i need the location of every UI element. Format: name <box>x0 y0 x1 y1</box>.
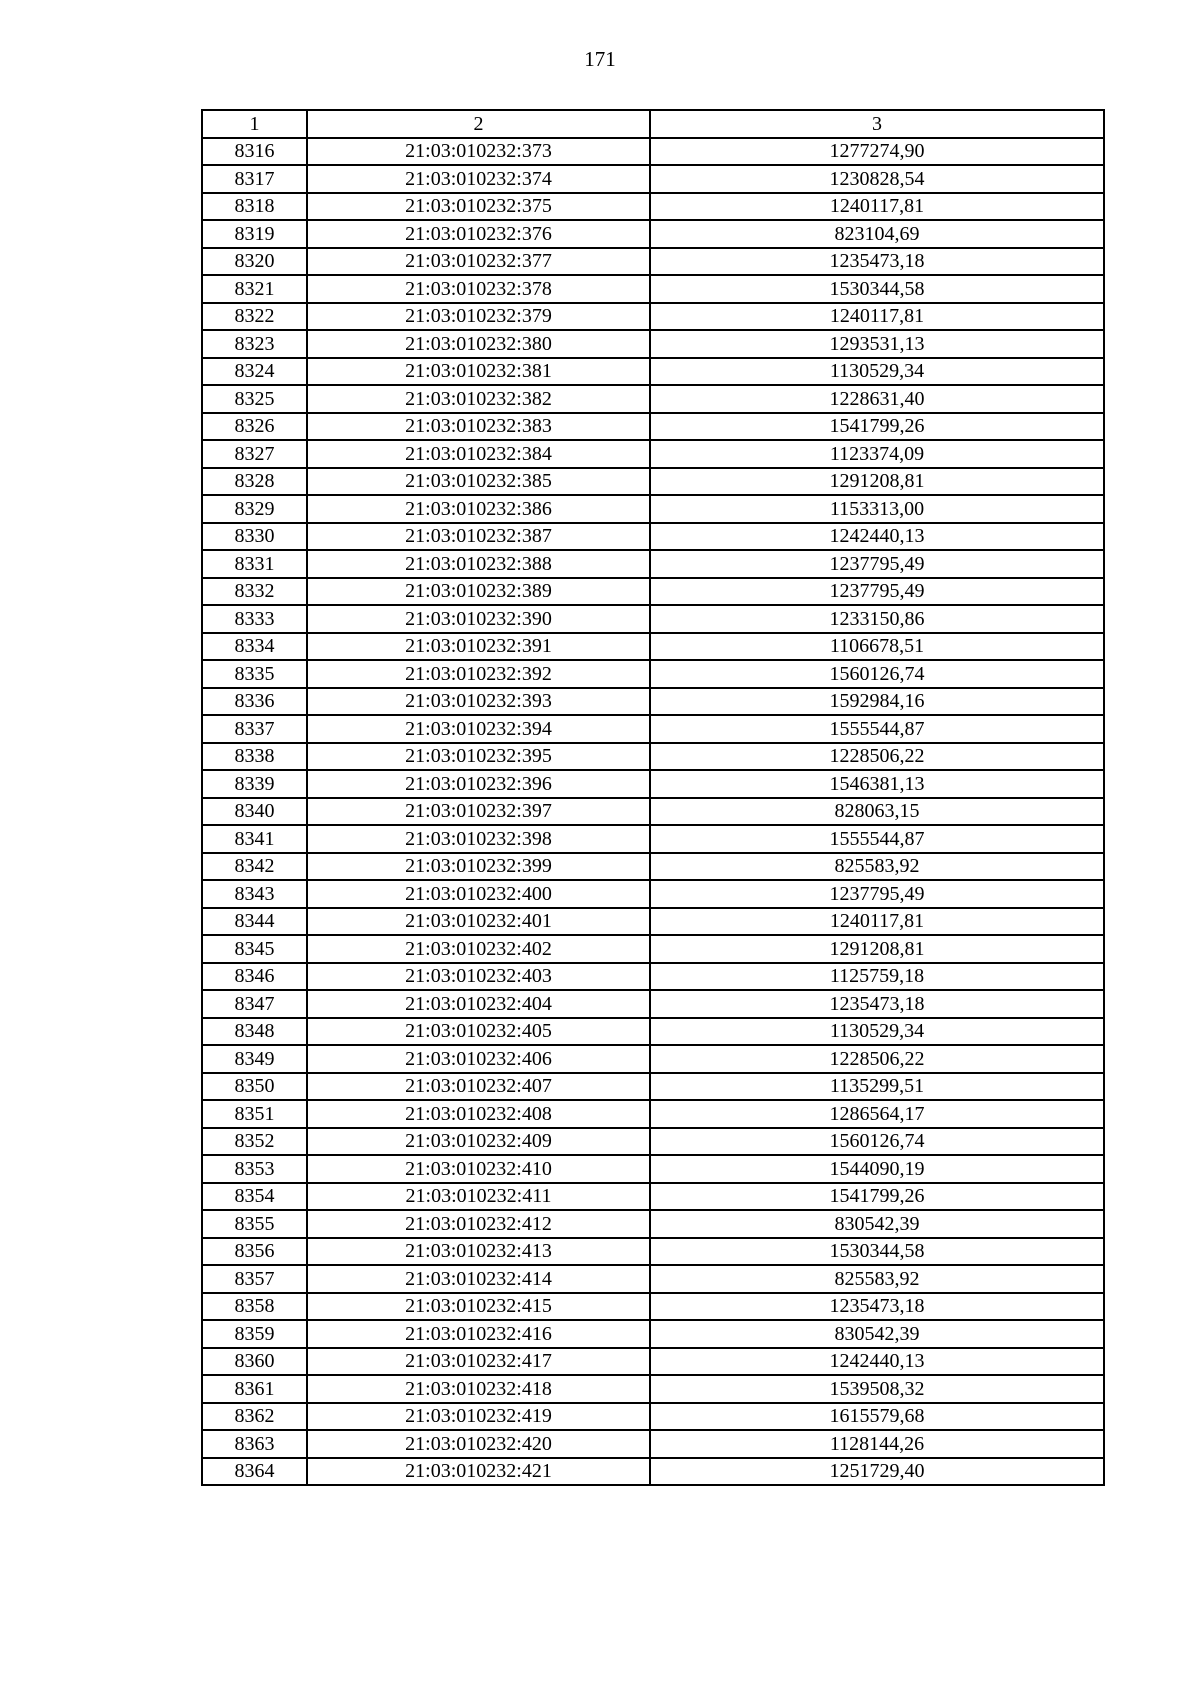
row-number-cell: 8331 <box>202 550 307 578</box>
table-row <box>202 1320 1104 1348</box>
value-cell: 1530344,58 <box>650 275 1104 303</box>
table-row <box>202 1348 1104 1376</box>
cadastral-number-cell: 21:03:010232:414 <box>307 1265 650 1293</box>
value-cell: 1237795,49 <box>650 880 1104 908</box>
value-cell: 1541799,26 <box>650 413 1104 441</box>
row-number-cell: 8362 <box>202 1403 307 1431</box>
cadastral-number-cell: 21:03:010232:406 <box>307 1045 650 1073</box>
value-cell: 1237795,49 <box>650 578 1104 606</box>
table-row <box>202 413 1104 441</box>
row-number-cell: 8335 <box>202 660 307 688</box>
value-cell: 825583,92 <box>650 853 1104 881</box>
cadastral-number-cell: 21:03:010232:407 <box>307 1073 650 1101</box>
table-row <box>202 138 1104 166</box>
cadastral-number-cell: 21:03:010232:415 <box>307 1293 650 1321</box>
cadastral-number-cell: 21:03:010232:405 <box>307 1018 650 1046</box>
row-number-cell: 8319 <box>202 220 307 248</box>
table-row <box>202 468 1104 496</box>
table-row <box>202 1238 1104 1266</box>
table-row <box>202 880 1104 908</box>
row-number-cell: 8363 <box>202 1430 307 1458</box>
cadastral-number-cell: 21:03:010232:416 <box>307 1320 650 1348</box>
row-number-cell: 8336 <box>202 688 307 716</box>
row-number-cell: 8352 <box>202 1128 307 1156</box>
cadastral-number-cell: 21:03:010232:418 <box>307 1375 650 1403</box>
cadastral-number-cell: 21:03:010232:381 <box>307 358 650 386</box>
column-header-2: 2 <box>307 110 650 138</box>
value-cell: 1291208,81 <box>650 468 1104 496</box>
cadastral-number-cell: 21:03:010232:379 <box>307 303 650 331</box>
cadastral-number-cell: 21:03:010232:394 <box>307 715 650 743</box>
value-cell: 1233150,86 <box>650 605 1104 633</box>
value-cell: 1541799,26 <box>650 1183 1104 1211</box>
table-row <box>202 1210 1104 1238</box>
value-cell: 1135299,51 <box>650 1073 1104 1101</box>
value-cell: 830542,39 <box>650 1210 1104 1238</box>
cadastral-number-cell: 21:03:010232:391 <box>307 633 650 661</box>
row-number-cell: 8353 <box>202 1155 307 1183</box>
row-number-cell: 8347 <box>202 990 307 1018</box>
table-row <box>202 1100 1104 1128</box>
value-cell: 1544090,19 <box>650 1155 1104 1183</box>
table-row <box>202 1155 1104 1183</box>
table-row <box>202 660 1104 688</box>
value-cell: 1560126,74 <box>650 660 1104 688</box>
cadastral-number-cell: 21:03:010232:420 <box>307 1430 650 1458</box>
value-cell: 1240117,81 <box>650 193 1104 221</box>
row-number-cell: 8338 <box>202 743 307 771</box>
cadastral-number-cell: 21:03:010232:387 <box>307 523 650 551</box>
cadastral-number-cell: 21:03:010232:402 <box>307 935 650 963</box>
row-number-cell: 8355 <box>202 1210 307 1238</box>
row-number-cell: 8337 <box>202 715 307 743</box>
row-number-cell: 8323 <box>202 330 307 358</box>
row-number-cell: 8348 <box>202 1018 307 1046</box>
cadastral-number-cell: 21:03:010232:408 <box>307 1100 650 1128</box>
cadastral-number-cell: 21:03:010232:389 <box>307 578 650 606</box>
row-number-cell: 8327 <box>202 440 307 468</box>
data-table <box>201 109 1105 1486</box>
row-number-cell: 8321 <box>202 275 307 303</box>
table-row <box>202 1458 1104 1486</box>
row-number-cell: 8364 <box>202 1458 307 1486</box>
row-number-cell: 8354 <box>202 1183 307 1211</box>
cadastral-number-cell: 21:03:010232:397 <box>307 798 650 826</box>
row-number-cell: 8358 <box>202 1293 307 1321</box>
row-number-cell: 8344 <box>202 908 307 936</box>
table-header-row <box>202 110 1104 138</box>
row-number-cell: 8361 <box>202 1375 307 1403</box>
page-number: 171 <box>584 47 616 71</box>
cadastral-number-cell: 21:03:010232:373 <box>307 138 650 166</box>
table-row <box>202 165 1104 193</box>
column-header-1: 1 <box>202 110 307 138</box>
table-body <box>202 138 1104 1486</box>
row-number-cell: 8329 <box>202 495 307 523</box>
table-row <box>202 358 1104 386</box>
row-number-cell: 8339 <box>202 770 307 798</box>
cadastral-number-cell: 21:03:010232:388 <box>307 550 650 578</box>
cadastral-number-cell: 21:03:010232:399 <box>307 853 650 881</box>
cadastral-number-cell: 21:03:010232:384 <box>307 440 650 468</box>
table-row <box>202 1375 1104 1403</box>
cadastral-number-cell: 21:03:010232:375 <box>307 193 650 221</box>
cadastral-number-cell: 21:03:010232:421 <box>307 1458 650 1486</box>
cadastral-number-cell: 21:03:010232:419 <box>307 1403 650 1431</box>
cadastral-number-cell: 21:03:010232:409 <box>307 1128 650 1156</box>
value-cell: 1128144,26 <box>650 1430 1104 1458</box>
table-row <box>202 220 1104 248</box>
value-cell: 1615579,68 <box>650 1403 1104 1431</box>
value-cell: 1242440,13 <box>650 523 1104 551</box>
cadastral-number-cell: 21:03:010232:404 <box>307 990 650 1018</box>
cadastral-number-cell: 21:03:010232:393 <box>307 688 650 716</box>
value-cell: 828063,15 <box>650 798 1104 826</box>
row-number-cell: 8360 <box>202 1348 307 1376</box>
value-cell: 1240117,81 <box>650 908 1104 936</box>
table-row <box>202 1018 1104 1046</box>
value-cell: 1560126,74 <box>650 1128 1104 1156</box>
table-row <box>202 523 1104 551</box>
value-cell: 1130529,34 <box>650 1018 1104 1046</box>
table-row <box>202 440 1104 468</box>
table-row <box>202 495 1104 523</box>
value-cell: 1546381,13 <box>650 770 1104 798</box>
table-row <box>202 578 1104 606</box>
row-number-cell: 8342 <box>202 853 307 881</box>
table-row <box>202 248 1104 276</box>
row-number-cell: 8356 <box>202 1238 307 1266</box>
cadastral-number-cell: 21:03:010232:412 <box>307 1210 650 1238</box>
table-row <box>202 605 1104 633</box>
value-cell: 1291208,81 <box>650 935 1104 963</box>
row-number-cell: 8341 <box>202 825 307 853</box>
table-row <box>202 385 1104 413</box>
row-number-cell: 8351 <box>202 1100 307 1128</box>
table-row <box>202 853 1104 881</box>
cadastral-number-cell: 21:03:010232:410 <box>307 1155 650 1183</box>
value-cell: 1555544,87 <box>650 825 1104 853</box>
table-row <box>202 770 1104 798</box>
value-cell: 1130529,34 <box>650 358 1104 386</box>
table-row <box>202 798 1104 826</box>
table-row <box>202 303 1104 331</box>
row-number-cell: 8349 <box>202 1045 307 1073</box>
row-number-cell: 8343 <box>202 880 307 908</box>
cadastral-number-cell: 21:03:010232:398 <box>307 825 650 853</box>
cadastral-number-cell: 21:03:010232:395 <box>307 743 650 771</box>
row-number-cell: 8322 <box>202 303 307 331</box>
value-cell: 1539508,32 <box>650 1375 1104 1403</box>
table-row <box>202 935 1104 963</box>
row-number-cell: 8320 <box>202 248 307 276</box>
value-cell: 823104,69 <box>650 220 1104 248</box>
row-number-cell: 8357 <box>202 1265 307 1293</box>
row-number-cell: 8328 <box>202 468 307 496</box>
value-cell: 1286564,17 <box>650 1100 1104 1128</box>
cadastral-number-cell: 21:03:010232:385 <box>307 468 650 496</box>
value-cell: 1106678,51 <box>650 633 1104 661</box>
table-row <box>202 1183 1104 1211</box>
cadastral-number-cell: 21:03:010232:417 <box>307 1348 650 1376</box>
value-cell: 1228506,22 <box>650 1045 1104 1073</box>
value-cell: 1235473,18 <box>650 248 1104 276</box>
value-cell: 1237795,49 <box>650 550 1104 578</box>
table-row <box>202 1403 1104 1431</box>
row-number-cell: 8350 <box>202 1073 307 1101</box>
table-header <box>202 110 1104 138</box>
cadastral-number-cell: 21:03:010232:400 <box>307 880 650 908</box>
table-row <box>202 825 1104 853</box>
value-cell: 1277274,90 <box>650 138 1104 166</box>
value-cell: 1235473,18 <box>650 990 1104 1018</box>
cadastral-number-cell: 21:03:010232:380 <box>307 330 650 358</box>
table-row <box>202 633 1104 661</box>
table-row <box>202 743 1104 771</box>
table-row <box>202 550 1104 578</box>
cadastral-number-cell: 21:03:010232:411 <box>307 1183 650 1211</box>
row-number-cell: 8340 <box>202 798 307 826</box>
table-row <box>202 1045 1104 1073</box>
value-cell: 1123374,09 <box>650 440 1104 468</box>
cadastral-number-cell: 21:03:010232:378 <box>307 275 650 303</box>
table-row <box>202 1073 1104 1101</box>
row-number-cell: 8330 <box>202 523 307 551</box>
row-number-cell: 8332 <box>202 578 307 606</box>
table-row <box>202 193 1104 221</box>
table-row <box>202 1265 1104 1293</box>
table-row <box>202 715 1104 743</box>
value-cell: 1530344,58 <box>650 1238 1104 1266</box>
row-number-cell: 8345 <box>202 935 307 963</box>
table-row <box>202 1293 1104 1321</box>
value-cell: 830542,39 <box>650 1320 1104 1348</box>
row-number-cell: 8359 <box>202 1320 307 1348</box>
value-cell: 1228631,40 <box>650 385 1104 413</box>
value-cell: 1153313,00 <box>650 495 1104 523</box>
value-cell: 1125759,18 <box>650 963 1104 991</box>
cadastral-number-cell: 21:03:010232:382 <box>307 385 650 413</box>
cadastral-number-cell: 21:03:010232:401 <box>307 908 650 936</box>
cadastral-number-cell: 21:03:010232:383 <box>307 413 650 441</box>
cadastral-number-cell: 21:03:010232:413 <box>307 1238 650 1266</box>
cadastral-number-cell: 21:03:010232:374 <box>307 165 650 193</box>
value-cell: 1240117,81 <box>650 303 1104 331</box>
cadastral-number-cell: 21:03:010232:376 <box>307 220 650 248</box>
cadastral-number-cell: 21:03:010232:390 <box>307 605 650 633</box>
value-cell: 1230828,54 <box>650 165 1104 193</box>
table-row <box>202 963 1104 991</box>
row-number-cell: 8316 <box>202 138 307 166</box>
table-row <box>202 330 1104 358</box>
row-number-cell: 8318 <box>202 193 307 221</box>
value-cell: 1228506,22 <box>650 743 1104 771</box>
row-number-cell: 8333 <box>202 605 307 633</box>
value-cell: 1251729,40 <box>650 1458 1104 1486</box>
row-number-cell: 8334 <box>202 633 307 661</box>
row-number-cell: 8325 <box>202 385 307 413</box>
column-header-3: 3 <box>650 110 1104 138</box>
table-row <box>202 990 1104 1018</box>
table-row <box>202 275 1104 303</box>
value-cell: 1592984,16 <box>650 688 1104 716</box>
table-row <box>202 688 1104 716</box>
value-cell: 1235473,18 <box>650 1293 1104 1321</box>
cadastral-number-cell: 21:03:010232:377 <box>307 248 650 276</box>
cadastral-number-cell: 21:03:010232:392 <box>307 660 650 688</box>
table-row <box>202 1430 1104 1458</box>
value-cell: 1555544,87 <box>650 715 1104 743</box>
value-cell: 1242440,13 <box>650 1348 1104 1376</box>
cadastral-number-cell: 21:03:010232:396 <box>307 770 650 798</box>
row-number-cell: 8326 <box>202 413 307 441</box>
cadastral-number-cell: 21:03:010232:386 <box>307 495 650 523</box>
row-number-cell: 8346 <box>202 963 307 991</box>
table-row <box>202 908 1104 936</box>
value-cell: 1293531,13 <box>650 330 1104 358</box>
cadastral-number-cell: 21:03:010232:403 <box>307 963 650 991</box>
table-row <box>202 1128 1104 1156</box>
value-cell: 825583,92 <box>650 1265 1104 1293</box>
row-number-cell: 8317 <box>202 165 307 193</box>
row-number-cell: 8324 <box>202 358 307 386</box>
